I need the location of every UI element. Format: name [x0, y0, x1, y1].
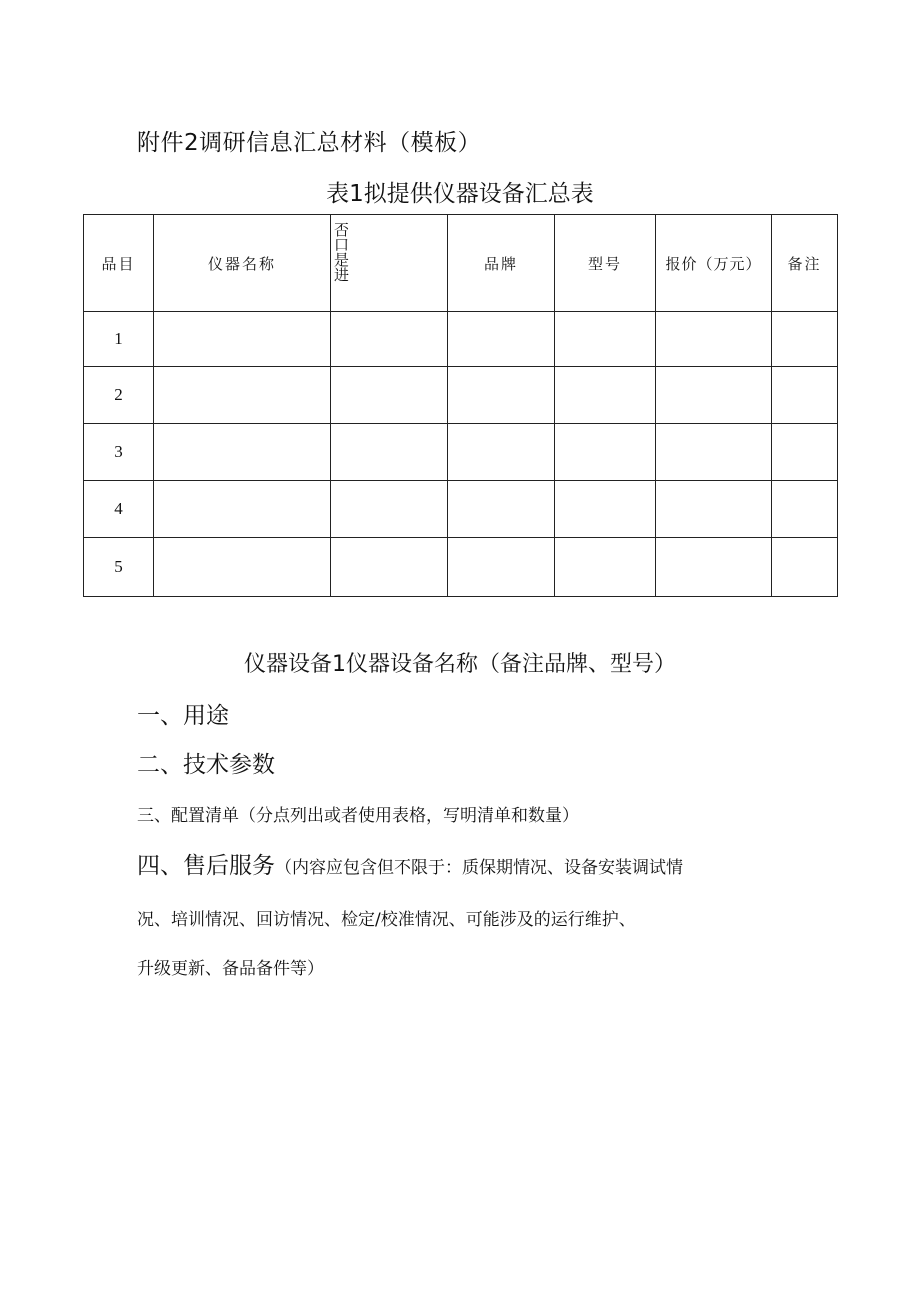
cell-name[interactable]	[154, 367, 331, 424]
header-model: 型号	[555, 215, 656, 312]
cell-remark[interactable]	[772, 538, 838, 597]
header-price: 报价（万元）	[656, 215, 772, 312]
attachment-title: 附件2调研信息汇总材料（模板）	[137, 130, 482, 156]
cell-imported[interactable]	[331, 481, 448, 538]
cell-imported[interactable]	[331, 538, 448, 597]
cell-remark[interactable]	[772, 481, 838, 538]
table-row	[84, 367, 838, 424]
cell-remark[interactable]	[772, 367, 838, 424]
cell-model[interactable]	[555, 481, 656, 538]
after-sales-line-2: 况、培训情况、回访情况、检定/校准情况、可能涉及的运行维护、	[137, 910, 636, 930]
header-name: 仪器名称	[154, 215, 331, 312]
cell-price[interactable]	[656, 367, 772, 424]
header-item: 品目	[84, 215, 154, 312]
cell-name[interactable]	[154, 312, 331, 367]
row-number: 4	[84, 481, 154, 538]
cell-name[interactable]	[154, 538, 331, 597]
cell-price[interactable]	[656, 424, 772, 481]
cell-brand[interactable]	[448, 481, 555, 538]
cell-price[interactable]	[656, 312, 772, 367]
header-remark: 备注	[772, 215, 838, 312]
header-imported	[331, 215, 448, 312]
section-configuration-list: 三、配置清单（分点列出或者使用表格，写明清单和数量）	[137, 806, 579, 826]
row-number: 2	[84, 367, 154, 424]
cell-brand[interactable]	[448, 538, 555, 597]
header-imported-text: 否口是进	[334, 221, 350, 284]
section-purpose: 一、用途	[137, 703, 229, 729]
cell-price[interactable]	[656, 481, 772, 538]
row-number: 5	[84, 538, 154, 597]
table-row	[84, 538, 838, 597]
cell-name[interactable]	[154, 424, 331, 481]
table-caption: 表1拟提供仪器设备汇总表	[326, 181, 594, 207]
cell-brand[interactable]	[448, 312, 555, 367]
section-after-sales	[137, 847, 683, 880]
after-sales-line-3: 升级更新、备品备件等）	[137, 959, 324, 979]
cell-model[interactable]	[555, 312, 656, 367]
section-after-sales-text: （内容应包含但不限于：质保期情况、设备安装调试情	[275, 858, 683, 878]
cell-imported[interactable]	[331, 367, 448, 424]
section-after-sales-heading: 四、售后服务	[137, 853, 275, 879]
cell-remark[interactable]	[772, 424, 838, 481]
table-row	[84, 312, 838, 367]
equipment-summary-table	[83, 214, 838, 597]
cell-imported[interactable]	[331, 424, 448, 481]
cell-price[interactable]	[656, 538, 772, 597]
cell-imported[interactable]	[331, 312, 448, 367]
cell-name[interactable]	[154, 481, 331, 538]
table-header-row	[84, 215, 838, 312]
cell-model[interactable]	[555, 538, 656, 597]
row-number: 1	[84, 312, 154, 367]
table-row	[84, 481, 838, 538]
cell-model[interactable]	[555, 367, 656, 424]
cell-brand[interactable]	[448, 367, 555, 424]
equipment-title: 仪器设备1仪器设备名称（备注品牌、型号）	[244, 652, 676, 677]
table-row	[84, 424, 838, 481]
cell-model[interactable]	[555, 424, 656, 481]
section-technical-parameters: 二、技术参数	[137, 752, 275, 778]
cell-remark[interactable]	[772, 312, 838, 367]
header-brand: 品牌	[448, 215, 555, 312]
cell-brand[interactable]	[448, 424, 555, 481]
row-number: 3	[84, 424, 154, 481]
